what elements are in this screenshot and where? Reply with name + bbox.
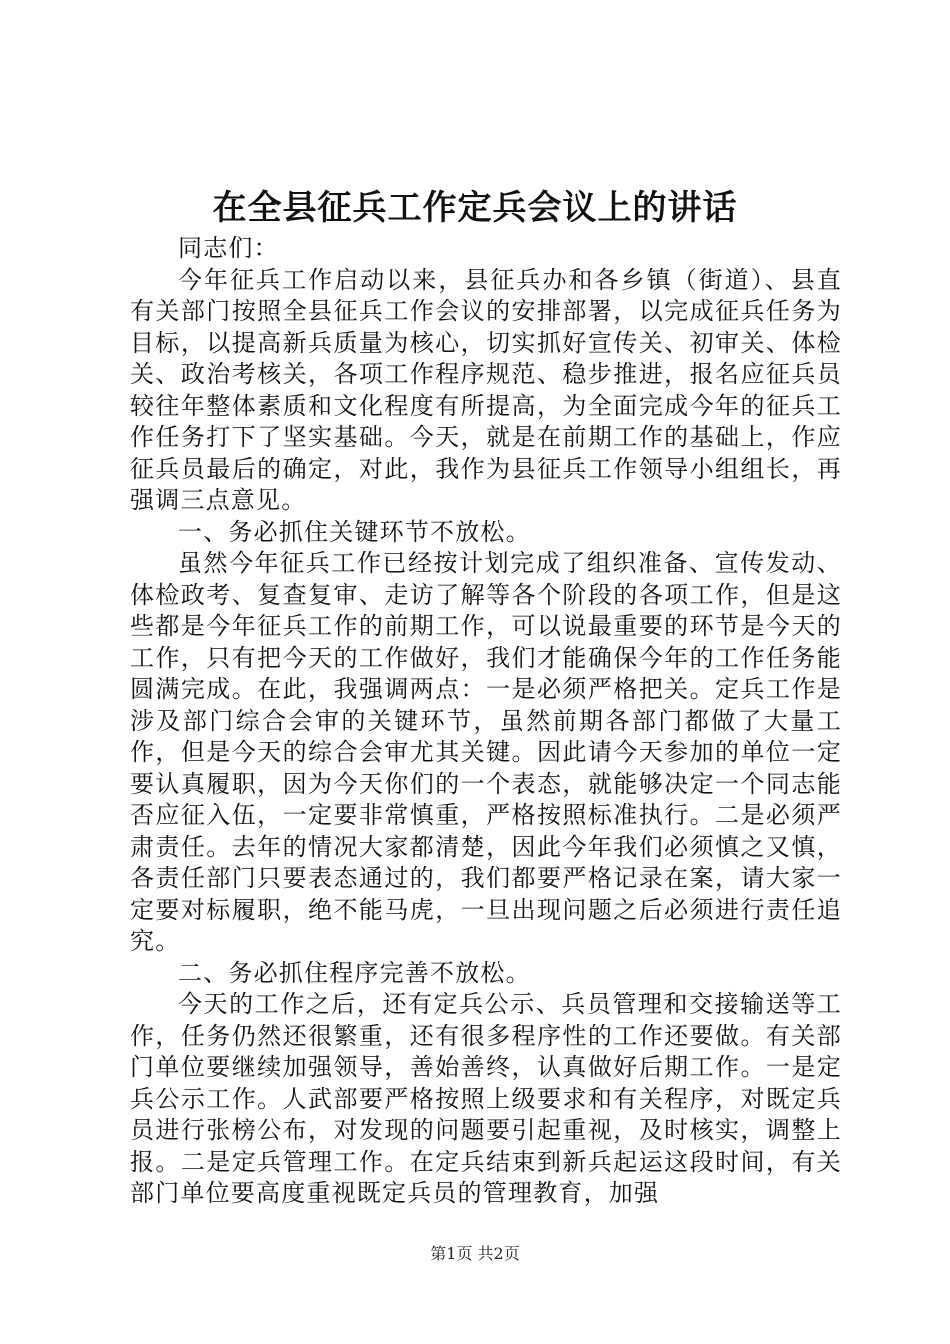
salutation: 同志们： bbox=[178, 234, 279, 262]
document-body bbox=[130, 233, 842, 1210]
section-paragraph-2: 今天的工作之后，还有定兵公示、兵员管理和交接输送等工作，任务仍然还很繁重，还有很多程序性的工作还要做。有关部门单位要继续加强领导，善始善终，认真做好后期工作。一是定兵公示工作。人武部要严格按照上级要求和有关程序，对既定兵员进行张榜公布，对发现的问题要引起重视，及时核实，调整上报。二是定兵管理工作。在定兵结束到新兵起运这段时间，有关部门单位要高度重视既定兵员的管理教育，加强 bbox=[130, 990, 842, 1207]
section-heading-1: 一、务必抓住关键环节不放松。 bbox=[178, 517, 531, 546]
document-title: 在全县征兵工作定兵会议上的讲话 bbox=[212, 188, 738, 228]
section-heading-2: 二、务必抓住程序完善不放松。 bbox=[178, 958, 531, 987]
section-paragraph-1: 虽然今年征兵工作已经按计划完成了组织准备、宣传发动、体检政考、复查复审、走访了解等各个阶段的各项工作，但是这些都是今年征兵工作的前期工作，可以说最重要的环节是今天的工作，只有把今天的工作做好，我们才能确保今年的工作任务能圆满完成。在此，我强调两点：一是必须严格把关。定兵工作是涉及部门综合会审的关键环节，虽然前期各部门都做了大量工作，但是今天的综合会审尤其关键。因此请今天参加的单位一定要认真履职，因为今天你们的一个表态，就能够决定一个同志能否应征入伍，一定要非常慎重，严格按照标准执行。二是必须严肃责任。去年的情况大家都清楚，因此今年我们必须慎之又慎，各责任部门只要表态通过的，我们都要严格记录在案，请大家一定要对标履职，绝不能马虎，一旦出现问题之后必须进行责任追究。 bbox=[130, 549, 842, 955]
page-footer: 第1页 共2页 bbox=[430, 1244, 520, 1263]
intro-paragraph: 今年征兵工作启动以来，县征兵办和各乡镇（街道）、县直有关部门按照全县征兵工作会议的安排部署，以完成征兵任务为目标，以提高新兵质量为核心，切实抓好宣传关、初审关、体检关、政治考核关，各项工作程序规范、稳步推进，报名应征兵员较往年整体素质和文化程度有所提高，为全面完成今年的征兵工作任务打下了坚实基础。今天，就是在前期工作的基础上，作应征兵员最后的确定，对此，我作为县征兵工作领导小组组长，再强调三点意见。 bbox=[130, 265, 842, 514]
